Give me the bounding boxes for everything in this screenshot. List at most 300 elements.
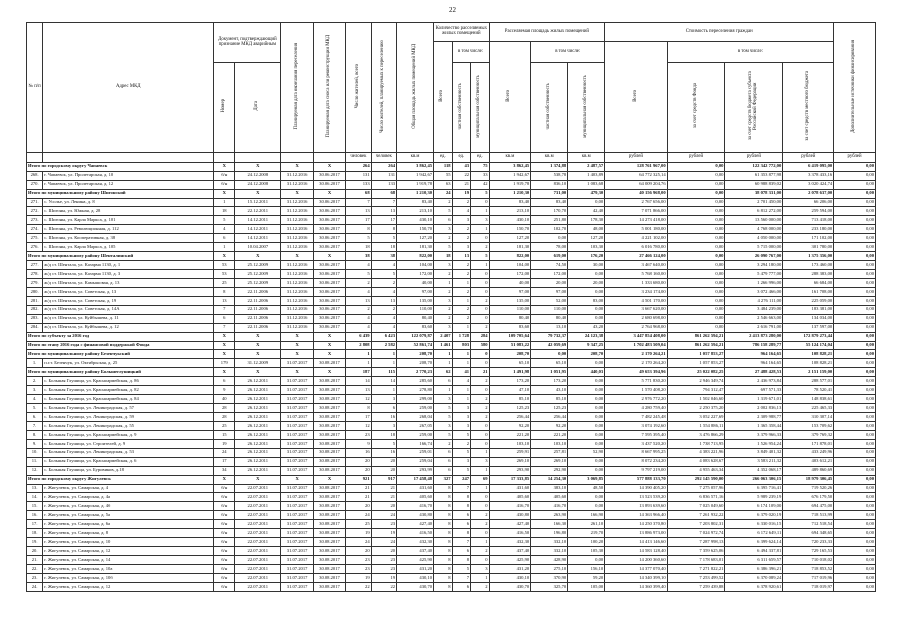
unit-sqm: кв.м — [531, 152, 568, 162]
cell-total-area: 430,80 — [397, 511, 434, 520]
cell-doc-date: X — [235, 162, 281, 171]
cell-planned-demolition: 30.08.2017 — [313, 564, 345, 573]
cell-planned-end: 31.12.2016 — [281, 261, 313, 270]
cell-total-area: 83,40 — [397, 198, 434, 207]
cell-area-total: 1 919,78 — [489, 180, 531, 189]
cell-no: 18. — [27, 529, 43, 538]
cell-planned-demolition: 30.06.2017 — [313, 171, 345, 180]
cell-rooms-private: 1 728 — [452, 332, 471, 341]
cell-cost-total: 3 234 174,00 — [605, 287, 667, 296]
cell-cost-fund: 4 383 221,96 — [667, 448, 725, 457]
cell-area-private: 383,10 — [531, 484, 568, 493]
cell-planned-end: 31.07.2017 — [281, 547, 313, 556]
cell-cost-fund: 0,00 — [667, 287, 725, 296]
cell-doc-date: 14.12.2011 — [235, 225, 281, 234]
cell-doc-number: 5 — [214, 216, 235, 225]
cell-doc-number: X — [214, 368, 235, 377]
cell-rooms-private: 4 — [452, 207, 471, 216]
cell-rooms-total: 8 — [434, 538, 453, 547]
cell-cost-regional: 6 812 272,00 — [725, 207, 783, 216]
cell-cost-local: 694 475,00 — [783, 502, 834, 511]
cell-cost-total: 14 360 399,40 — [605, 582, 667, 591]
cell-cost-regional: 3 294 180,00 — [725, 261, 783, 270]
cell-rooms-private: 2 — [452, 439, 471, 448]
cell-rooms-total: 2 — [434, 198, 453, 207]
cell-cost-total: 14 250 370,80 — [605, 520, 667, 529]
cell-rooms-private: 3 — [452, 421, 471, 430]
cell-residents: 133 — [346, 180, 371, 189]
cell-area-total: 80,40 — [489, 314, 531, 323]
cell-planned-demolition: 30.08.2017 — [313, 529, 345, 538]
cell-area-total: 51 083,22 — [489, 341, 531, 350]
cell-rooms-total: 55 — [434, 171, 453, 180]
cell-rooms-municipal: 2 — [471, 323, 490, 332]
cell-cost-extra: 0,00 — [834, 475, 876, 484]
cell-doc-number: 6 — [214, 234, 235, 243]
cell-planned-end: 31.12.2016 — [281, 270, 313, 279]
cell-area-private: 78,00 — [531, 243, 568, 252]
table-row — [27, 314, 876, 323]
cell-planned-end: 31.07.2017 — [281, 395, 313, 404]
cell-rooms-municipal: 1 — [471, 538, 490, 547]
cell-area-municipal: 0,00 — [568, 377, 605, 386]
cell-cost-regional: 2 002 836,13 — [725, 404, 783, 413]
cell-cost-total: 1 702 483 509,04 — [605, 341, 667, 350]
cell-residents: 4 — [346, 314, 371, 323]
cell-planned-demolition: X — [313, 368, 345, 377]
cell-residents: 20 — [346, 466, 371, 475]
cell-rooms-municipal: 21 — [471, 368, 490, 377]
cell-cost-fund: 0,00 — [667, 270, 725, 279]
cell-residents-planned: 1 — [371, 359, 396, 368]
cell-no: 10. — [27, 448, 43, 457]
cell-residents: 2 808 — [346, 341, 371, 350]
cell-residents-planned: 7 — [371, 198, 396, 207]
header-rooms-private: частная собственность — [452, 63, 471, 153]
cell-doc-date: 26.12.2011 — [235, 457, 281, 466]
cell-area-total: 65,10 — [489, 359, 531, 368]
cell-cost-fund: 0,00 — [667, 234, 725, 243]
cell-cost-total: 7 482 245,48 — [605, 413, 667, 422]
cell-residents-planned: 22 — [371, 582, 396, 591]
group-label: Итого по муниципальному району Большеглушицкий — [27, 368, 214, 377]
cell-doc-date: 22.07.2011 — [235, 538, 281, 547]
cell-cost-local: 66 206,00 — [783, 198, 834, 207]
cell-area-municipal: 48,00 — [568, 225, 605, 234]
cell-doc-number: 13 — [214, 296, 235, 305]
cell-no: 273. — [27, 216, 43, 225]
cell-rooms-private: 13 — [452, 252, 471, 261]
cell-area-total: 427,40 — [489, 520, 531, 529]
cell-planned-end: 31.07.2017 — [281, 511, 313, 520]
table-row — [27, 243, 876, 252]
cell-rooms-private: 43 — [452, 162, 471, 171]
cell-area-municipal: 83,00 — [568, 296, 605, 305]
cell-address: с. Большая Глушица, ул. Красноармейская, д. 9 — [43, 430, 214, 439]
cell-cost-local: 718 513,99 — [783, 511, 834, 520]
cell-area-private: 221,20 — [531, 430, 568, 439]
cell-rooms-municipal: 2 — [471, 520, 490, 529]
cell-residents: 18 — [346, 243, 371, 252]
cell-address: с. Большая Глушица, ул. Строителей, д. 9 — [43, 439, 214, 448]
cell-planned-demolition: 30.08.2017 — [313, 547, 345, 556]
cell-area-private: 80,40 — [531, 314, 568, 323]
cell-residents: 17 — [346, 216, 371, 225]
cell-rooms-municipal: 1 — [471, 207, 490, 216]
cell-residents-planned: 13 — [371, 296, 396, 305]
cell-planned-end: 31.07.2017 — [281, 493, 313, 502]
cell-residents-planned: 20 — [371, 457, 396, 466]
cell-address: с. Большая Глушица, ул. Ленинградская, д. 55 — [43, 421, 214, 430]
cell-cost-total: 7 595 395,40 — [605, 430, 667, 439]
cell-cost-total: 1 333 680,00 — [605, 278, 667, 287]
cell-cost-fund: 6 836 571,16 — [667, 493, 725, 502]
cell-cost-fund: 1 057 853,27 — [667, 359, 725, 368]
table-row — [27, 573, 876, 582]
cell-cost-local: 137 597,00 — [783, 323, 834, 332]
cell-cost-regional: 2 701 450,00 — [725, 198, 783, 207]
cell-cost-extra: 0,00 — [834, 466, 876, 475]
cell-cost-fund: 7 253 499,52 — [667, 573, 725, 582]
cell-cost-local: 55 124 174,04 — [783, 341, 834, 350]
cell-cost-fund: 0,00 — [667, 207, 725, 216]
cell-rooms-municipal: 2 — [471, 547, 490, 556]
cell-planned-end: X — [281, 475, 313, 484]
cell-rooms-municipal: 1 — [471, 448, 490, 457]
cell-planned-end: 31.07.2017 — [281, 457, 313, 466]
cell-rooms-private: 2 — [452, 314, 471, 323]
cell-rooms-private: 247 — [452, 475, 471, 484]
cell-cost-regional: 1 365 358,44 — [725, 421, 783, 430]
cell-cost-extra: 0,00 — [834, 234, 876, 243]
cell-area-private: 0,00 — [531, 234, 568, 243]
cell-planned-end: 31.07.2017 — [281, 556, 313, 565]
cell-doc-date: 22.07.2011 — [235, 502, 281, 511]
cell-doc-number: б/н — [214, 529, 235, 538]
cell-doc-date: 22.11.2006 — [235, 323, 281, 332]
cell-rooms-private: 5 — [452, 430, 471, 439]
cell-cost-local: 676 179,50 — [783, 493, 834, 502]
cell-planned-end: X — [281, 368, 313, 377]
cell-cost-total: 13 886 973,00 — [605, 529, 667, 538]
cell-planned-end: X — [281, 162, 313, 171]
cell-cost-extra: 0,00 — [834, 216, 876, 225]
cell-cost-total: 8 667 995,25 — [605, 448, 667, 457]
cell-area-municipal: 0,00 — [568, 502, 605, 511]
cell-area-total: 431,60 — [489, 484, 531, 493]
cell-area-municipal: 9 347,25 — [568, 341, 605, 350]
cell-area-private: 251,80 — [531, 216, 568, 225]
cell-planned-end: 31.12.2016 — [281, 305, 313, 314]
cell-residents: 20 — [346, 502, 371, 511]
cell-address: с. Шигоны, ул. Карла Маркса, д. 105 — [43, 243, 214, 252]
cell-cost-total: 3 074 192,60 — [605, 421, 667, 430]
cell-residents: 9 — [346, 439, 371, 448]
cell-rooms-municipal: 0 — [471, 502, 490, 511]
cell-address: ж/д ст. Шентала, ул. Казарма 1130, д. 3 — [43, 270, 214, 279]
unit-rub: рублей — [783, 152, 834, 162]
cell-area-municipal: 30,00 — [568, 261, 605, 270]
cell-total-area: 416,50 — [397, 529, 434, 538]
cell-cost-total: 3 467 640,00 — [605, 261, 667, 270]
cell-doc-date: 22.07.2011 — [235, 493, 281, 502]
cell-residents: 5 — [346, 270, 371, 279]
cell-area-municipal: 219,70 — [568, 529, 605, 538]
cell-residents: 4 — [346, 287, 371, 296]
cell-doc-date: 22.07.2011 — [235, 520, 281, 529]
cell-rooms-total: 1 — [434, 386, 453, 395]
cell-cost-fund: 25 022 082,25 — [667, 368, 725, 377]
cell-planned-demolition: X — [313, 341, 345, 350]
cell-residents: 24 — [346, 511, 371, 520]
cell-address: с. Большая Глушица, ул. Буровиков, д.18 — [43, 466, 214, 475]
cell-area-municipal: 176,20 — [568, 252, 605, 261]
cell-address: г. Жигулевск, ул. Самарская, д. 12 — [43, 547, 214, 556]
cell-address: ж/д ст. Шентала, ул. Советская, д. 13 — [43, 287, 214, 296]
table-row — [27, 484, 876, 493]
cell-cost-total: 40 156 968,00 — [605, 189, 667, 198]
cell-planned-demolition: 30.08.2017 — [313, 520, 345, 529]
cell-area-total: 85,10 — [489, 395, 531, 404]
cell-rooms-municipal: 0 — [471, 493, 490, 502]
cell-cost-fund: 861 262 594,21 — [667, 341, 725, 350]
cell-rooms-municipal: 0 — [471, 430, 490, 439]
header-document: Документ, подтверждающий признание МКД аварийным — [214, 23, 281, 63]
cell-no: 272. — [27, 207, 43, 216]
cell-address: с. Шигоны, ул. Кооперативная, д. 38 — [43, 234, 214, 243]
cell-no: 4. — [27, 395, 43, 404]
cell-area-private: 1 051,95 — [531, 368, 568, 377]
cell-residents: 13 — [346, 207, 371, 216]
cell-rooms-municipal: 2 — [471, 413, 490, 422]
cell-address: ж/д ст. Шентала, ул. Казарма 1130, д. 1 — [43, 261, 214, 270]
cell-doc-date: 26.12.2011 — [235, 430, 281, 439]
cell-address: г. Жигулевск, ул. Самарская, д. 10а — [43, 564, 214, 573]
cell-residents-planned: 20 — [371, 466, 396, 475]
cell-planned-demolition: 30.08.2017 — [313, 493, 345, 502]
cell-no: 278. — [27, 270, 43, 279]
cell-residents-planned: 5 — [371, 234, 396, 243]
cell-planned-end: 31.07.2017 — [281, 573, 313, 582]
cell-residents-planned: 20 — [371, 502, 396, 511]
cell-cost-local: 183 381,00 — [783, 305, 834, 314]
cell-area-private: 74,50 — [531, 261, 568, 270]
cell-area-total: 83,60 — [489, 323, 531, 332]
cell-doc-date: 26.12.2011 — [235, 404, 281, 413]
cell-rooms-total: 3 — [434, 395, 453, 404]
cell-no: 20. — [27, 547, 43, 556]
cell-doc-number: б/н — [214, 502, 235, 511]
cell-rooms-total: 8 — [434, 484, 453, 493]
cell-area-private: 619,00 — [531, 252, 568, 261]
cell-area-municipal: 0,00 — [568, 305, 605, 314]
cell-cost-local: 379 769,32 — [783, 430, 834, 439]
cell-rooms-private: 1 — [452, 359, 471, 368]
header-rooms-area: Расселяемая площадь жилых помещений — [489, 23, 605, 42]
unit-rub: рублей — [725, 152, 783, 162]
cell-cost-local: 148 838,61 — [783, 395, 834, 404]
cell-total-area: 127,20 — [397, 234, 434, 243]
cell-doc-number: 53 — [214, 261, 235, 270]
cell-residents-planned: 23 — [371, 556, 396, 565]
header-planned-end: Планируемая дата окончания переселения — [281, 23, 313, 153]
cell-rooms-private: 2 — [452, 287, 471, 296]
cell-rooms-total: 1 — [434, 359, 453, 368]
cell-area-municipal: 208,70 — [568, 350, 605, 359]
cell-rooms-total: 6 — [434, 216, 453, 225]
cell-cost-extra: 0,00 — [834, 529, 876, 538]
cell-rooms-municipal: 1 — [471, 261, 490, 270]
cell-planned-end: 31.07.2017 — [281, 502, 313, 511]
cell-area-municipal: 0,00 — [568, 493, 605, 502]
cell-cost-total: 3 667 620,00 — [605, 305, 667, 314]
cell-residents: 8 — [346, 225, 371, 234]
cell-planned-demolition: 30.08.2017 — [313, 439, 345, 448]
cell-area-total: 173,20 — [489, 377, 531, 386]
cell-planned-demolition: 30.08.2017 — [313, 556, 345, 565]
cell-area-municipal: 156,10 — [568, 564, 605, 573]
cell-doc-date: 22.11.2006 — [235, 305, 281, 314]
cell-doc-date: 24.12.2008 — [235, 180, 281, 189]
cell-cost-regional: 6 330 016,15 — [725, 520, 783, 529]
cell-total-area: 17 458,48 — [397, 475, 434, 484]
cell-residents: 1 — [346, 350, 371, 359]
cell-cost-fund: 0,00 — [667, 198, 725, 207]
header-rooms-count: Количество расселяемых жилых помещений — [434, 23, 490, 42]
cell-residents: 68 — [346, 189, 371, 198]
cell-rooms-total: 327 — [434, 475, 453, 484]
cell-residents-planned: 2 — [371, 278, 396, 287]
cell-area-private: 332,10 — [531, 538, 568, 547]
group-total-row — [27, 350, 876, 359]
table-row — [27, 225, 876, 234]
cell-residents-planned: 2 582 — [371, 341, 396, 350]
cell-residents: 187 — [346, 368, 371, 377]
cell-planned-demolition: 30.08.2017 — [313, 421, 345, 430]
cell-planned-demolition: 30.06.2017 — [313, 234, 345, 243]
table-row — [27, 180, 876, 189]
cell-cost-regional: 6 378 920,61 — [725, 582, 783, 591]
cell-cost-extra: 0,00 — [834, 448, 876, 457]
cell-cost-total: 2 976 772,20 — [605, 395, 667, 404]
cell-no: 22. — [27, 564, 43, 573]
cell-doc-date: 26.12.2011 — [235, 439, 281, 448]
cell-area-total: 405,60 — [489, 493, 531, 502]
cell-cost-local: 233 180,00 — [783, 225, 834, 234]
cell-residents-planned: 17 — [371, 216, 396, 225]
cell-cost-regional: 2 436 973,84 — [725, 377, 783, 386]
cell-no: 280. — [27, 287, 43, 296]
cell-rooms-private: 6 — [452, 511, 471, 520]
table-row — [27, 582, 876, 591]
cell-residents-planned: 1 — [371, 350, 396, 359]
cell-residents: 4 — [346, 323, 371, 332]
cell-doc-number: б/н — [214, 484, 235, 493]
cell-area-total: 92,20 — [489, 421, 531, 430]
cell-doc-date: X — [235, 350, 281, 359]
header-cost: Стоимость переселения граждан — [605, 23, 834, 42]
cell-total-area: 427,40 — [397, 520, 434, 529]
cell-total-area: 431,20 — [397, 564, 434, 573]
cell-rooms-municipal: 42 — [471, 180, 490, 189]
cell-residents-planned: 6 — [371, 404, 396, 413]
cell-cost-regional: 2 546 663,00 — [725, 314, 783, 323]
cell-rooms-total: 2 — [434, 287, 453, 296]
cell-residents-planned: 115 — [371, 368, 396, 377]
cell-planned-demolition: 30.06.2017 — [313, 287, 345, 296]
cell-cost-fund: 0,00 — [667, 305, 725, 314]
cell-area-private: 173,20 — [531, 377, 568, 386]
cell-area-total: 83,40 — [489, 198, 531, 207]
header-cost-local: за счет средств местного бюджета — [783, 63, 834, 153]
cell-area-private: 196,80 — [531, 529, 568, 538]
cell-rooms-municipal: 284 — [471, 332, 490, 341]
cell-doc-date: 22.07.2011 — [235, 529, 281, 538]
cell-rooms-municipal: 3 — [471, 457, 490, 466]
cell-rooms-total: 18 — [434, 252, 453, 261]
cell-area-total: 430,80 — [489, 511, 531, 520]
cell-no: 274. — [27, 225, 43, 234]
cell-rooms-total: 8 — [434, 556, 453, 565]
cell-rooms-municipal: 0 — [471, 314, 490, 323]
cell-area-private: 332,10 — [531, 547, 568, 556]
cell-cost-local: 78 520,41 — [783, 386, 834, 395]
cell-residents-planned: 23 — [371, 564, 396, 573]
cell-planned-demolition: 30.06.2017 — [313, 296, 345, 305]
cell-cost-fund: 0,00 — [667, 216, 725, 225]
cell-doc-number: б/н — [214, 171, 235, 180]
table-row — [27, 171, 876, 180]
cell-area-municipal: 0,00 — [568, 439, 605, 448]
cell-area-total: 430,10 — [489, 573, 531, 582]
cell-rooms-private: 2 — [452, 198, 471, 207]
cell-planned-end: 31.07.2017 — [281, 359, 313, 368]
cell-doc-number: б/н — [214, 573, 235, 582]
cell-area-total: 181,30 — [489, 243, 531, 252]
cell-doc-number: 34 — [214, 466, 235, 475]
cell-cost-total: 2 680 698,00 — [605, 314, 667, 323]
cell-address: г. Жигулевск, ул. Самарская, д. 4 — [43, 484, 214, 493]
cell-residents-planned: 21 — [371, 493, 396, 502]
unit-pcs: ед. — [452, 152, 471, 162]
cell-residents-planned: 16 — [371, 413, 396, 422]
cell-total-area: 267,05 — [397, 421, 434, 430]
cell-cost-total: 9 797 219,00 — [605, 466, 667, 475]
cell-cost-fund: 7 024 972,74 — [667, 529, 725, 538]
cell-doc-date: X — [235, 475, 281, 484]
cell-residents: 8 — [346, 404, 371, 413]
cell-rooms-total: 5 — [434, 404, 453, 413]
cell-planned-end: 31.07.2017 — [281, 439, 313, 448]
cell-cost-fund: 7 259 439,88 — [667, 582, 725, 591]
cell-rooms-municipal: 2 — [471, 404, 490, 413]
cell-cost-fund: 4 955 463,34 — [667, 466, 725, 475]
cell-cost-extra: 0,00 — [834, 502, 876, 511]
cell-doc-date: 25.12.2009 — [235, 270, 281, 279]
cell-area-total: 40,00 — [489, 278, 531, 287]
cell-residents-planned: 3 — [371, 421, 396, 430]
cell-cost-extra: 0,00 — [834, 207, 876, 216]
cell-cost-total: 3 447 854 408,00 — [605, 332, 667, 341]
cell-doc-date: 31.12.2009 — [235, 359, 281, 368]
cell-total-area: 172,00 — [397, 270, 434, 279]
cell-area-private: 0,00 — [531, 350, 568, 359]
cell-residents: 12 — [346, 395, 371, 404]
cell-area-private: 256,44 — [531, 413, 568, 422]
table-row — [27, 556, 876, 565]
cell-rooms-private: 8 — [452, 529, 471, 538]
cell-no: 277. — [27, 261, 43, 270]
